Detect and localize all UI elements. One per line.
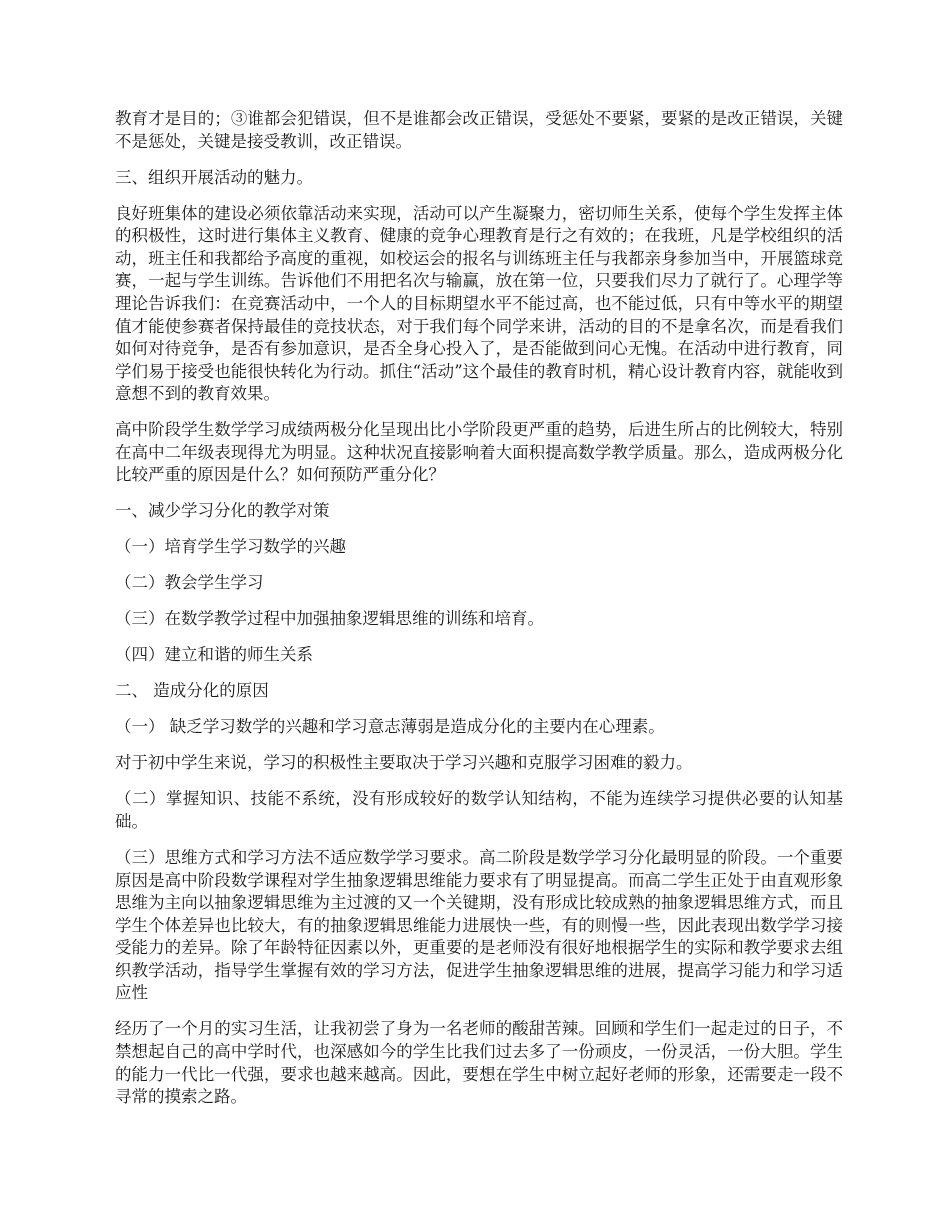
section-heading-causes: 二、 造成分化的原因 — [115, 681, 269, 701]
paragraph-internship-reflection: 经历了一个月的实习生活，让我初尝了身为一名老师的酸甜苦辣。回顾和学生们一起走过的日子，不禁想起自己的高中学时代，也深感如今的学生比我们过去多了一份顽皮，一份灵活，一份大胆。学生的能力一代比一代强，要求也越来越高。因此，要想在学生中树立起好老师的形象，还需要走一段不寻常的摸索之路。 — [115, 1019, 843, 1107]
list-item-strategy-3: （三）在数学教学过程中加强抽象逻辑思维的训练和培育。 — [115, 609, 544, 629]
section-heading-strategies: 一、减少学习分化的教学对策 — [115, 501, 330, 521]
list-item-strategy-4: （四）建立和谐的师生关系 — [115, 645, 313, 665]
paragraph-correction-conclusion: 教育才是目的；③谁都会犯错误，但不是谁都会改正错误，受惩处不要紧，要紧的是改正错误，关键不是惩处，关键是接受教训，改正错误。 — [115, 109, 843, 151]
list-item-cause-3: （三）思维方式和学习方法不适应数学学习要求。高二阶段是数学学习分化最明显的阶段。一个重要原因是高中阶段数学课程对学生抽象逻辑思维能力要求有了明显提高。而高二学生正处于由直观形象思维为主向以抽象逻辑思维为主过渡的又一个关键期，没有形成比较成熟的抽象逻辑思维方式，而且学生个体差异也比较大，有的抽象逻辑思维能力进展快一些，有的则慢一些，因此表现出数学学习接受能力的差异。除了年龄特征因素以外，更重要的是老师没有很好地根据学生的实际和教学要求去组织教学活动，指导学生掌握有效的学习方法，促进学生抽象逻辑思维的进展，提高学习能力和学习适应性 — [115, 847, 843, 1003]
list-item-cause-1: （一） 缺乏学习数学的兴趣和学习意志薄弱是造成分化的主要内在心理素。 — [115, 717, 665, 737]
paragraph-cause-1-detail: 对于初中学生来说，学习的积极性主要取决于学习兴趣和克服学习困难的毅力。 — [115, 753, 693, 773]
paragraph-math-polarization: 高中阶段学生数学学习成绩两极分化呈现出比小学阶段更严重的趋势，后进生所占的比例较大，特别在高中二年级表现得尤为明显。这种状况直接影响着大面积提高数学教学质量。那么，造成两极分化比较严重的原因是什么？如何预防严重分化？ — [115, 420, 843, 485]
list-item-cause-2: （二）掌握知识、技能不系统，没有形成较好的数学认知结构，不能为连续学习提供必要的认知基础。 — [115, 789, 843, 831]
section-heading-activities: 三、组织开展活动的魅力。 — [115, 167, 313, 187]
list-item-strategy-1: （一）培育学生学习数学的兴趣 — [115, 537, 346, 557]
list-item-strategy-2: （二）教会学生学习 — [115, 573, 264, 593]
paragraph-activities: 良好班集体的建设必须依靠活动来实现，活动可以产生凝聚力，密切师生关系，使每个学生发挥主体的积极性，这时进行集体主义教育、健康的竞争心理教育是行之有效的；在我班，凡是学校组织的活动，班主任和我都给予高度的重视，如校运会的报名与训练班主任与我都亲身参加当中，开展篮球竞赛，一起与学生训练。告诉他们不用把名次与输赢，放在第一位，只要我们尽力了就行了。心理学等理论告诉我们：在竞赛活动中，一个人的目标期望水平不能过高，也不能过低，只有中等水平的期望值才能使参赛者保持最佳的竞技状态，对于我们每个同学来讲，活动的目的不是拿名次，而是看我们如何对待竞争，是否有参加意识，是否全身心投入了，是否能做到问心无愧。在活动中进行教育，同学们易于接受也能很快转化为行动。抓住“活动”这个最佳的教育时机，精心设计教育内容，就能收到意想不到的教育效果。 — [115, 203, 843, 404]
document-body — [115, 108, 843, 1122]
